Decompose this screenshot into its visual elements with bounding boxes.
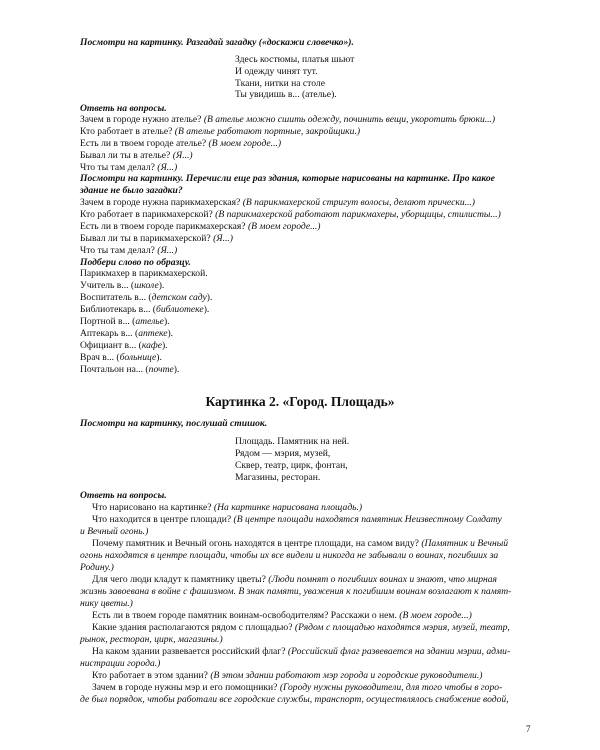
question-line: Зачем в городе нужна парикмахерская? (В парикмахерской стригут волосы, делают прически...) xyxy=(80,197,475,208)
square-answer-cont: жизнь завоевана в войне с фашизмом. В знак памяти, уважения к погибшим воинам возлагают к памят- xyxy=(80,586,512,597)
square-question-line: Есть ли в твоем городе памятник воинам-освободителям? Расскажи о нем. (В моем городе...) xyxy=(92,610,472,621)
word-item: Учитель в... (школе). xyxy=(80,280,165,291)
riddle-poem-line: Ты увидишь в... (ателье). xyxy=(235,89,337,100)
question-line: Есть ли в твоем городе парикмахерская? (В моем городе...) xyxy=(80,221,321,232)
square-question-line: Кто работает в этом здании? (В этом здании работают мэр города и городские руководители.) xyxy=(92,670,483,681)
square-question-line: На каком здании развевается российский флаг? (Российский флаг развевается на здании мэрии, адми- xyxy=(92,646,511,657)
square-poem-line: Рядом — мэрия, музей, xyxy=(235,448,331,459)
word-item: Портной в... (ателье). xyxy=(80,316,170,327)
question-line: Что ты там делал? (Я...) xyxy=(80,162,178,173)
word-item: Почтальон на... (почте). xyxy=(80,364,180,375)
word-item: Воспитатель в... (детском саду). xyxy=(80,292,213,303)
section-words-title: Подбери слово по образцу. xyxy=(80,257,191,268)
square-answer-cont: нистрации города.) xyxy=(80,658,161,669)
questions-heading-2: Ответь на вопросы. xyxy=(80,490,167,501)
square-answer-cont: де был порядок, чтобы работали все городские службы, транспорт, осуществлялось снабжение водой, xyxy=(80,694,509,705)
question-line: Бывал ли ты в парикмахерской? (Я...) xyxy=(80,233,233,244)
page-heading: Картинка 2. «Город. Площадь» xyxy=(205,394,395,409)
square-answer-cont: Родину.) xyxy=(80,562,114,573)
page-number: 7 xyxy=(526,724,531,734)
square-poem-line: Площадь. Памятник на ней. xyxy=(235,436,350,447)
square-question-line: Зачем в городе нужны мэр и его помощники? (Городу нужны руководители, для того чтобы в горо- xyxy=(92,682,503,693)
section-buildings-title: Посмотри на картинку. Перечисли еще раз здания, которые нарисованы на картинке. Про какое xyxy=(80,173,495,184)
square-answer-cont: и Вечный огонь.) xyxy=(80,526,149,537)
square-question-line: Какие здания располагаются рядом с площадью? (Рядом с площадью находятся мэрия, музей, театр, xyxy=(92,622,510,633)
question-line: Бывал ли ты в ателье? (Я...) xyxy=(80,150,193,161)
riddle-poem-line: Ткани, нитки на столе xyxy=(235,78,325,89)
word-example: Парикмахер в парикмахерской. xyxy=(80,268,208,279)
square-question-line: Что нарисовано на картинке? (На картинке нарисована площадь.) xyxy=(92,502,363,513)
square-answer-cont: рынок, ресторан, цирк, магазины.) xyxy=(80,634,223,645)
question-line: Зачем в городе нужно ателье? (В ателье можно сшить одежду, починить вещи, укоротить брюки...) xyxy=(80,114,496,125)
question-line: Кто работает в ателье? (В ателье работают портные, закройщики.) xyxy=(80,126,361,137)
word-item: Официант в... (кафе). xyxy=(80,340,168,351)
riddle-poem-line: Здесь костюмы, платья шьют xyxy=(235,54,355,65)
section-poem-title: Посмотри на картинку, послушай стишок. xyxy=(80,418,268,429)
square-question-line: Что находится в центре площади? (В центре площади находятся памятник Неизвестному Солдату xyxy=(92,514,502,525)
square-question-line: Почему памятник и Вечный огонь находятся в центре площади, на самом виду? (Памятник и Вечный xyxy=(92,538,509,549)
section-riddle-title: Посмотри на картинку. Разгадай загадку («доскажи словечко»). xyxy=(80,37,354,48)
square-answer-cont: нику цветы.) xyxy=(80,598,133,609)
square-answer-cont: огонь находятся в центре площади, чтобы их все видели и никогда не забывали о воинах, погибших за xyxy=(80,550,499,561)
word-item: Врач в... (больнице). xyxy=(80,352,162,363)
section-buildings-title-cont: здание не было загадки? xyxy=(80,185,183,196)
word-item: Аптекарь в... (аптеке). xyxy=(80,328,174,339)
square-question-line: Для чего люди кладут к памятнику цветы? (Люди помнят о погибших воинах и знают, что мирная xyxy=(92,574,498,585)
questions-heading: Ответь на вопросы. xyxy=(80,103,167,114)
square-poem-line: Сквер, театр, цирк, фонтан, xyxy=(235,460,348,471)
question-line: Есть ли в твоем городе ателье? (В моем городе...) xyxy=(80,138,282,149)
word-item: Библиотекарь в... (библиотеке). xyxy=(80,304,210,315)
riddle-poem-line: И одежду чинят тут. xyxy=(235,66,318,77)
question-line: Что ты там делал? (Я...) xyxy=(80,245,178,256)
question-line: Кто работает в парикмахерской? (В парикмахерской работают парикмахеры, уборщицы, стилисты...) xyxy=(80,209,501,220)
square-poem-line: Магазины, ресторан. xyxy=(235,472,321,483)
